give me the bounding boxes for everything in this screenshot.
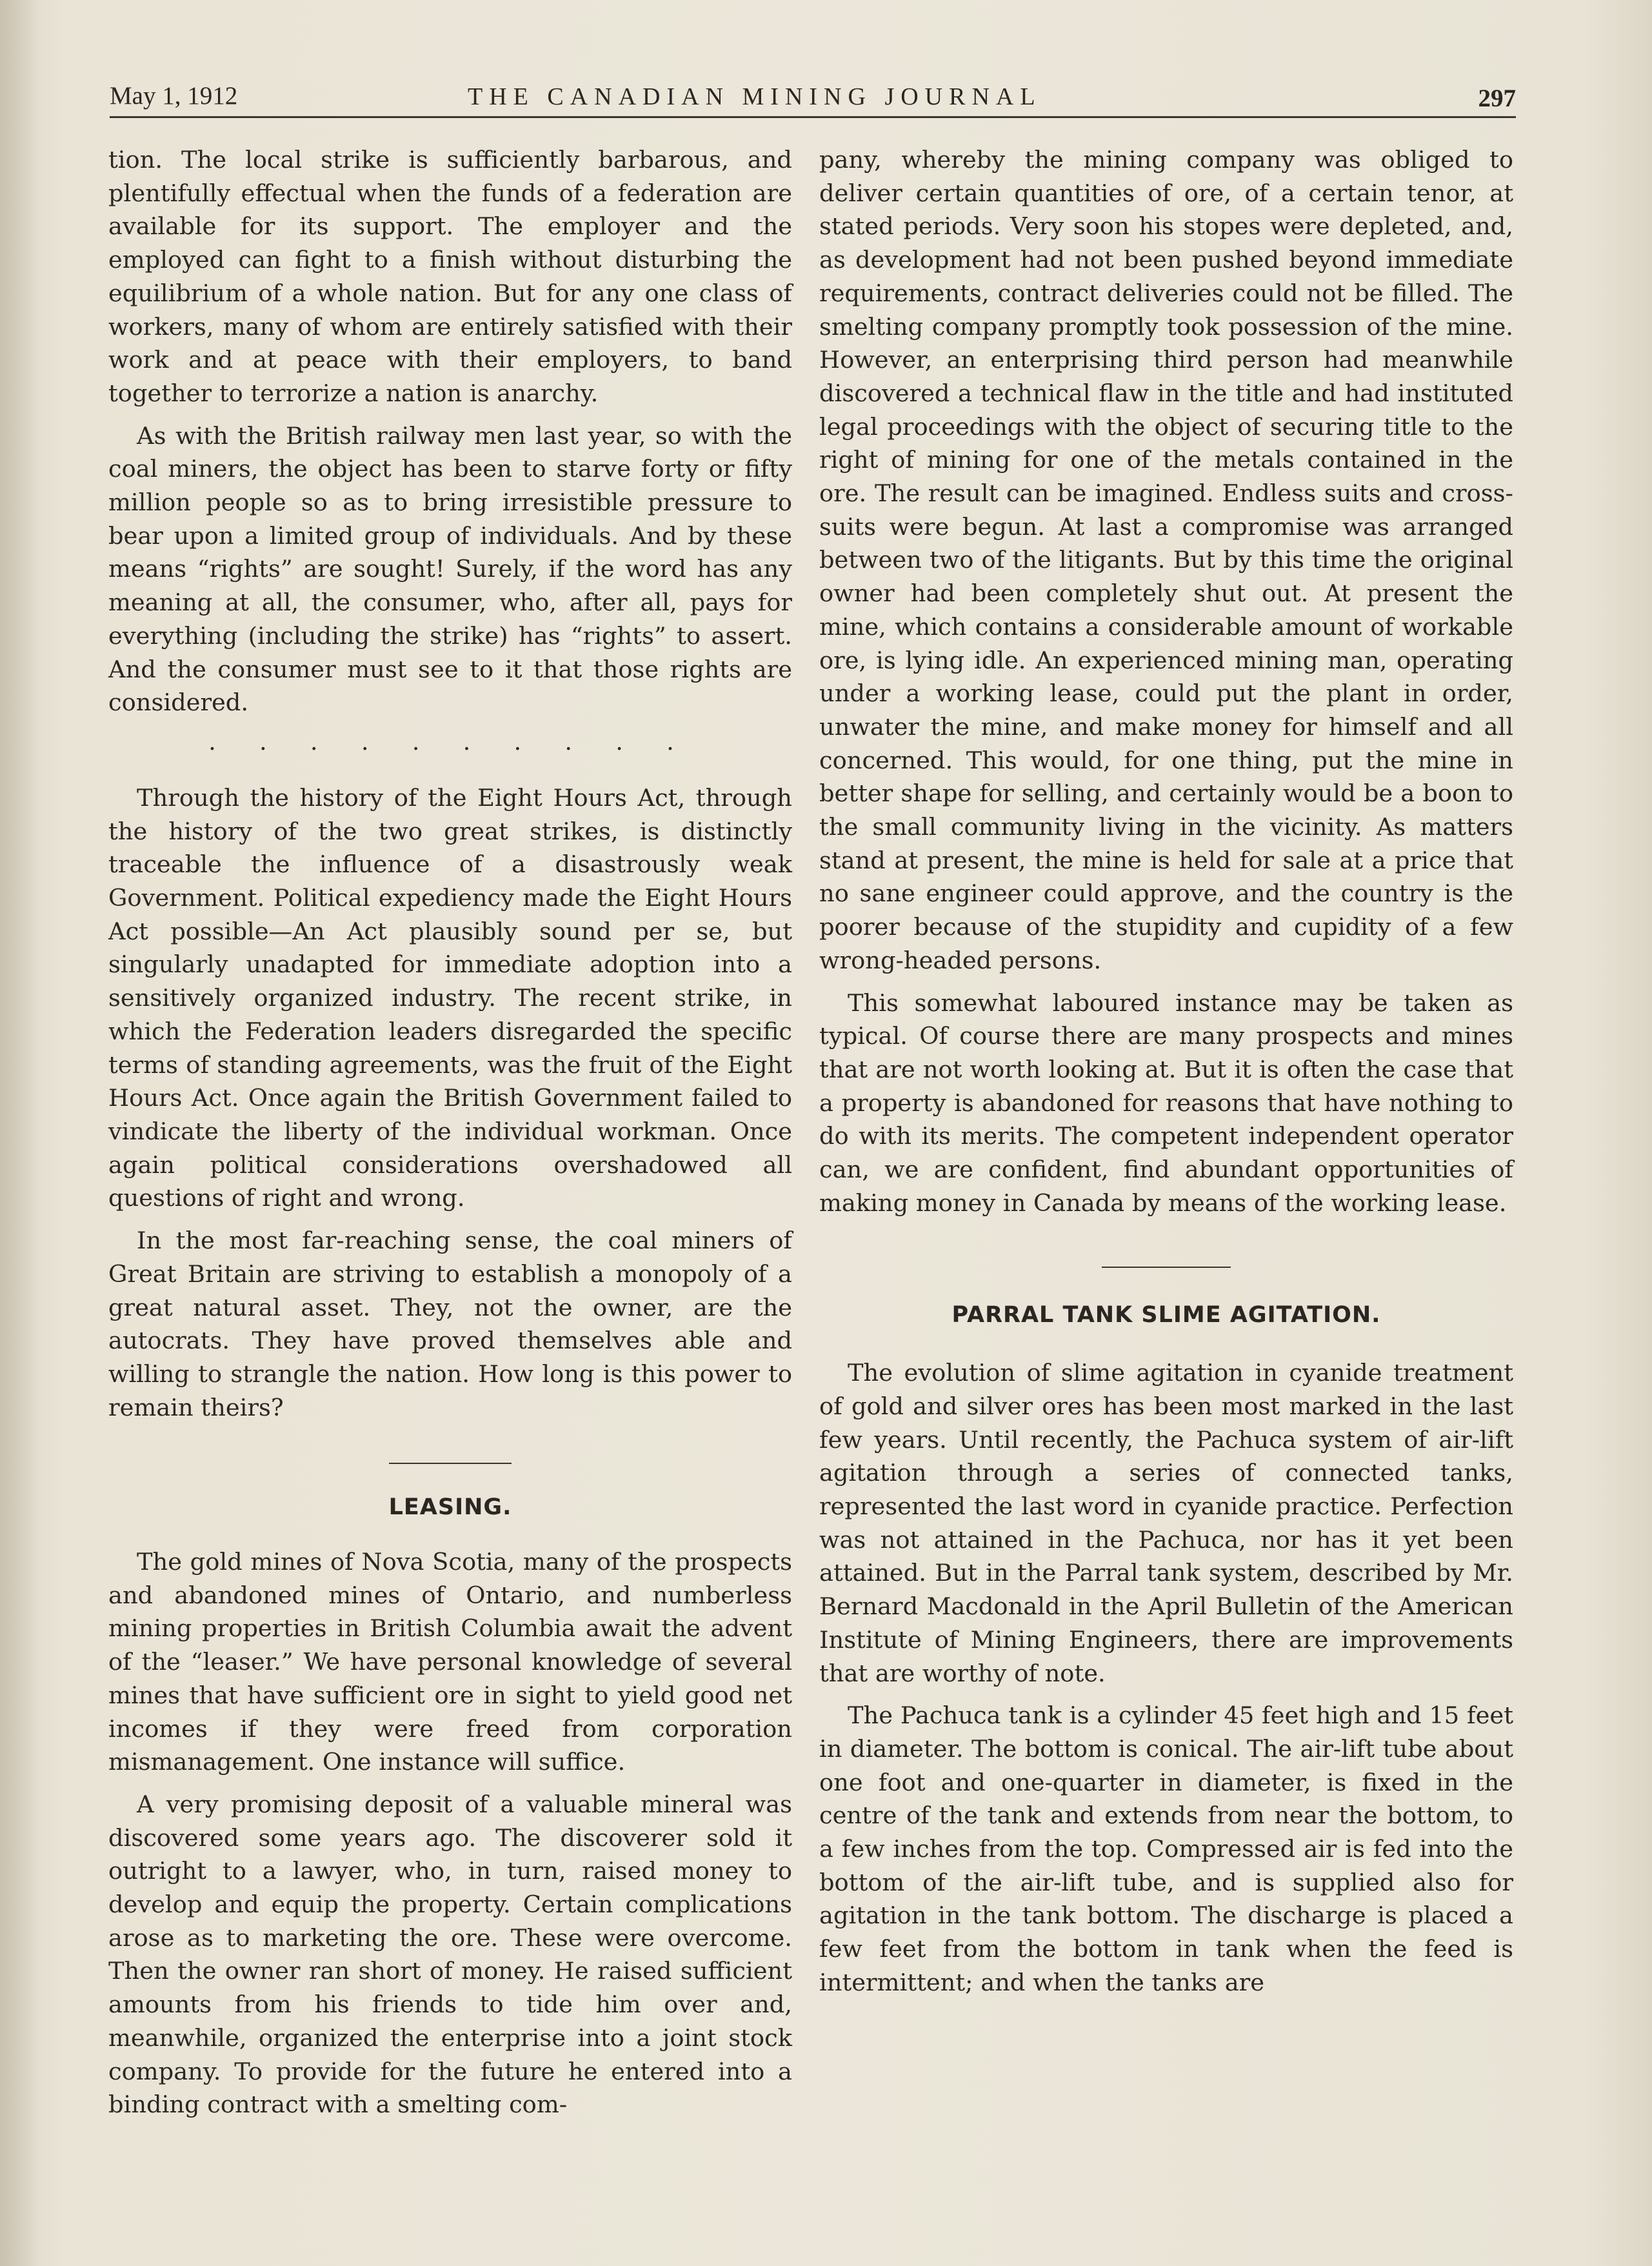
paragraph: The evolution of slime agitation in cyanide treatment of gold and silver ores has been most marked in the last few years. Until recently, the Pachuca system of air-lift agitation through a series of connected tanks, represented the last word in cyanide practice. Perfection was not attained in the Pachuca, nor has it yet been attained. But in the Parral tank system, described by Mr. Bernard Macdonald in the April Bulletin of the American Institute of Mining Engineers, there are improvements that are worthy of note. — [819, 1359, 1513, 1687]
page-binding-shadow — [0, 0, 39, 2266]
section-rule — [1102, 1267, 1231, 1268]
section-break-dots: . . . . . . . . . . — [208, 728, 692, 756]
paragraph: A very promising deposit of a valuable mineral was discovered some years ago. The discoverer sold it outright to a lawyer, who, in turn, raised money to develop and equip the property. Certain complications arose as to marketing the ore. These were overcome. Then the owner ran short of money. He raised sufficient amounts from his friends to tide him over and, meanwhile, organized the enterprise into a joint stock company. To provide for the future he entered into a binding contract with a smelting com- — [108, 1790, 792, 2119]
section-rule — [389, 1463, 512, 1464]
issue-date: May 1, 1912 — [110, 82, 238, 110]
paragraph: In the most far-reaching sense, the coal miners of Great Britain are striving to establish a monopoly of a great natural asset. They, not the owner, are the autocrats. They have proved themselves able and willing to strangle the nation. How long is this power to remain theirs? — [108, 1227, 792, 1421]
section-heading-parral: PARRAL TANK SLIME AGITATION. — [951, 1301, 1381, 1328]
paragraph: The gold mines of Nova Scotia, many of the prospects and abandoned mines of Ontario, and numberless mining properties in British Columbia await the advent of the “leaser.” We have personal knowledge of several mines that have sufficient ore in sight to yield good net incomes if they were freed from corporation mismanagement. One instance will suffice. — [108, 1548, 792, 1776]
paragraph: pany, whereby the mining company was obliged to deliver certain quantities of ore, of a certain tenor, at stated periods. Very soon his stopes were depleted, and, as development had not been pushed beyond immediate requirements, contract deliveries could not be filled. The smelting company promptly took possession of the mine. However, an enterprising third person had meanwhile discovered a technical flaw in the title and had instituted legal proceedings with the object of securing title to the right of mining for one of the metals contained in the ore. The result can be imagined. Endless suits and cross-suits were begun. At last a compromise was arranged between two of the litigants. But by this time the original owner had been completely shut out. At present the mine, which contains a considerable amount of workable ore, is lying idle. An experienced mining man, operating under a working lease, could put the plant in order, unwater the mine, and make money for himself and all concerned. This would, for one thing, put the mine in better shape for selling, and certainly would be a boon to the small community living in the vicinity. As matters stand at present, the mine is held for sale at a price that no sane engineer could approve, and the country is the poorer because of the stupidity and cupidity of a few wrong-headed persons. — [819, 146, 1513, 974]
header-rule — [110, 116, 1516, 118]
journal-title: THE CANADIAN MINING JOURNAL — [468, 83, 1042, 110]
paragraph: The Pachuca tank is a cylinder 45 feet high and 15 feet in diameter. The bottom is conical. The air-lift tube about one foot and one-quarter in diameter, is fixed in the centre of the tank and extends from near the bottom, to a few inches from the top. Compressed air is fed into the bottom of the air-lift tube, and is supplied also for agitation in the tank bottom. The discharge is placed a few feet from the bottom in tank when the feed is intermittent; and when the tanks are — [819, 1701, 1513, 1996]
paragraph: This somewhat laboured instance may be taken as typical. Of course there are many prospects and mines that are not worth looking at. But it is often the case that a property is abandoned for reasons that have nothing to do with its merits. The competent independent operator can, we are confident, find abundant opportunities of making money in Canada by means of the working lease. — [819, 988, 1513, 1217]
paragraph: tion. The local strike is sufficiently barbarous, and plentifully effectual when the funds of a federation are available for its support. The employer and the employed can fight to a finish without disturbing the equilibrium of a whole nation. But for any one class of workers, many of whom are entirely satisfied with their work and at peace with their employers, to band together to terrorize a nation is anarchy. — [108, 146, 792, 407]
left-column — [108, 143, 792, 2121]
paragraph: As with the British railway men last year, so with the coal miners, the object has been to starve forty or fifty million people so as to bring irresistible pressure to bear upon a limited group of individuals. And by these means “rights” are sought! Surely, if the word has any meaning at all, the consumer, who, after all, pays for everything (including the strike) has “rights” to assert. And the consumer must see to it that those rights are considered. — [108, 421, 792, 717]
running-header — [110, 76, 1516, 121]
page-number: 297 — [1478, 85, 1516, 112]
right-column — [819, 143, 1513, 2000]
section-heading-leasing: LEASING. — [388, 1494, 512, 1521]
paragraph: Through the history of the Eight Hours Act, through the history of the two great strikes, is distinctly traceable the influence of a disastrously weak Government. Political expediency made the Eight Hours Act possible—An Act plausibly sound per se, but singularly unadapted for immediate adoption into a sensitively organized industry. The recent strike, in which the Federation leaders disregarded the specific terms of standing agreements, was the fruit of the Eight Hours Act. Once again the British Government failed to vindicate the liberty of the individual workman. Once again political considerations overshadowed all questions of right and wrong. — [108, 783, 792, 1212]
